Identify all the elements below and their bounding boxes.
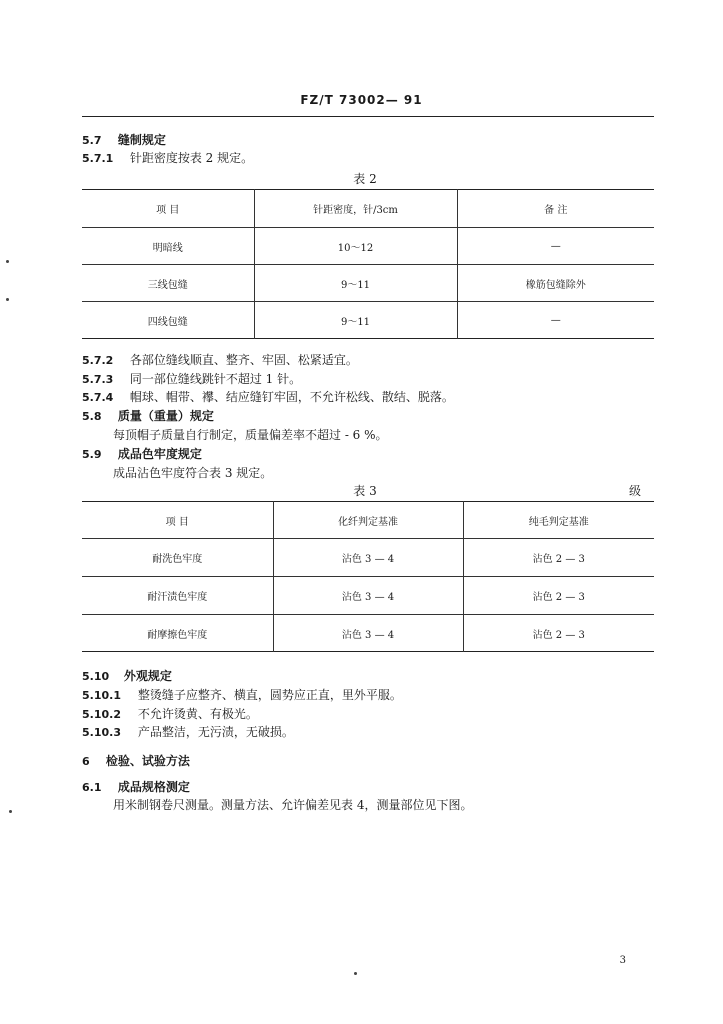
table-cell: 四线包缝 [147, 316, 188, 328]
section-number: 5.9 [82, 448, 102, 461]
table-row [82, 302, 654, 339]
table-cell: 9～11 [254, 302, 457, 339]
section-6 [82, 753, 190, 770]
table-cell: 明暗线 [152, 242, 183, 254]
section-5-7 [82, 132, 166, 149]
section-text: 整烫缝子应整齐、横直，圆势应正直，里外平服。 [137, 688, 402, 702]
section-number: 6 [82, 755, 90, 768]
section-5-7-4 [82, 389, 454, 406]
table-header-cell: 项 目 [156, 205, 180, 216]
table-header-row [82, 502, 654, 539]
table-cell: 沾色 3 — 4 [273, 539, 463, 577]
table-cell: 沾色 3 — 4 [273, 577, 463, 615]
section-5-10-3 [82, 724, 294, 741]
scan-speck [354, 972, 357, 975]
table-3-caption: 表 3 [353, 484, 377, 498]
section-5-7-3 [82, 371, 301, 388]
table-cell: — [457, 302, 654, 339]
section-text: 同一部位缝线跳针不超过 1 针。 [129, 372, 302, 386]
table-row [82, 615, 654, 652]
section-number: 5.10.3 [82, 726, 121, 739]
section-number: 5.10.1 [82, 689, 121, 702]
section-title: 缝制规定 [117, 133, 166, 147]
section-title: 质量（重量）规定 [117, 409, 214, 423]
section-5-9 [82, 446, 202, 463]
table-2 [82, 189, 654, 339]
section-5-8 [82, 408, 214, 425]
section-6-1-text: 用米制钢卷尺测量。测量方法、允许偏差见表 4，测量部位见下图。 [113, 798, 473, 812]
table-cell: 耐洗色牢度 [152, 554, 203, 565]
page-number: 3 [619, 955, 626, 966]
table-row [82, 577, 654, 615]
section-title: 检验、试验方法 [105, 754, 190, 768]
section-number: 5.7 [82, 134, 102, 147]
section-title: 成品规格测定 [117, 780, 190, 794]
table-cell: 10～12 [254, 228, 457, 265]
table-cell: 耐汗渍色牢度 [147, 592, 208, 603]
section-number: 5.10 [82, 670, 110, 683]
section-5-10-2 [82, 706, 258, 723]
table-2-caption: 表 2 [353, 172, 377, 186]
section-text: 不允许烫黄、有极光。 [137, 707, 258, 721]
standard-number-header: FZ/T 73002— 91 [300, 93, 423, 107]
table-cell: 橡筋包缝除外 [457, 265, 654, 302]
section-5-7-1 [82, 150, 253, 167]
section-text: 产品整洁，无污渍，无破损。 [137, 725, 294, 739]
table-cell: 沾色 2 — 3 [463, 539, 654, 577]
section-text: 各部位缝线顺直、整齐、牢固、松紧适宜。 [129, 353, 358, 367]
section-number: 5.7.4 [82, 391, 114, 404]
table-header-cell: 纯毛判定基准 [463, 502, 654, 539]
section-number: 5.8 [82, 410, 102, 423]
section-5-9-text: 成品沾色牢度符合表 3 规定。 [113, 466, 273, 480]
header-rule [82, 116, 654, 117]
section-title: 成品色牢度规定 [117, 447, 202, 461]
section-title: 外观规定 [123, 669, 172, 683]
table-cell: 沾色 2 — 3 [463, 615, 654, 652]
section-6-1 [82, 779, 190, 796]
section-number: 6.1 [82, 781, 102, 794]
table-cell: 沾色 2 — 3 [463, 577, 654, 615]
table-header-cell: 针距密度，针/3cm [254, 190, 457, 228]
table-cell: 耐摩擦色牢度 [147, 629, 208, 641]
table-header-cell: 项 目 [165, 516, 189, 528]
section-5-7-2 [82, 352, 358, 369]
section-5-10-1 [82, 687, 402, 704]
table-cell: 沾色 3 — 4 [273, 615, 463, 652]
table-3 [82, 501, 654, 652]
table-3-unit: 级 [628, 484, 641, 498]
section-5-10 [82, 668, 172, 685]
section-number: 5.7.1 [82, 152, 114, 165]
scan-speck [6, 260, 9, 263]
section-text: 帽球、帽带、襻、结应缝钉牢固，不允许松线、散结、脱落。 [129, 390, 454, 404]
scan-speck [9, 810, 12, 813]
table-cell: 三线包缝 [147, 279, 188, 291]
section-text: 针距密度按表 2 规定。 [129, 151, 254, 165]
section-number: 5.10.2 [82, 708, 121, 721]
scan-speck [6, 298, 9, 301]
table-row [82, 539, 654, 577]
section-number: 5.7.3 [82, 373, 114, 386]
section-number: 5.7.2 [82, 354, 114, 367]
table-header-cell: 备 注 [457, 190, 654, 228]
table-header-cell: 化纤判定基准 [273, 502, 463, 539]
section-5-8-text: 每顶帽子质量自行制定，质量偏差率不超过 - 6 %。 [113, 428, 388, 442]
table-row [82, 228, 654, 265]
table-row [82, 265, 654, 302]
table-cell: 9～11 [254, 265, 457, 302]
table-header-row [82, 190, 654, 228]
table-cell: — [457, 228, 654, 265]
